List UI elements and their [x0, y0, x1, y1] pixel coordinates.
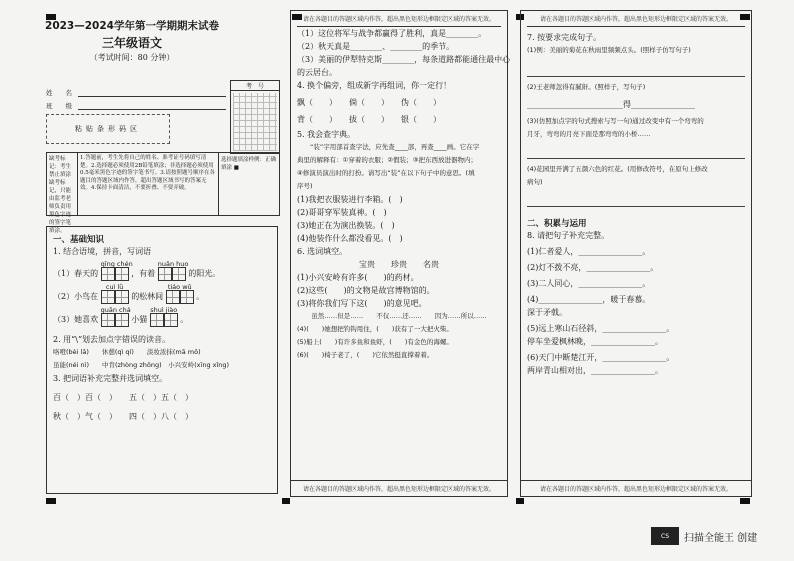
exam-number-label: 考 号 [231, 81, 279, 91]
barcode-area: 粘贴条形码区 [46, 114, 170, 144]
q3-sentence-2[interactable]: （2）秋天真是________、________的季节。 [297, 42, 455, 51]
name-label: 姓 名 [46, 89, 72, 97]
class-label: 班 级 [46, 102, 72, 110]
q2-row-2: 虽能(néi nì) 中肯(zhòng zhǒng) 小兴安岭(xīng xǐng) [53, 361, 230, 369]
panel-footer: 请在各题目的答题区域内作答，超出黑色矩形边框限定区域的答案无效。 [291, 480, 507, 496]
exam-number-bubbles[interactable] [233, 93, 277, 151]
q3-sentence-3[interactable]: （3）美丽的伊犁特克斯________，每条道路都能通往最中心 [297, 55, 511, 64]
q1-item-2: （2）小鸟在 cuì lǜ 的松林间 tiáo wǔ 。 [53, 290, 271, 304]
q5-text-1: “装”字用部首查字法，应先查____部，再查____画。它在字 [297, 143, 480, 151]
q5-text-3: ④修演员演出时的打扮。请写出“装”在以下句子中的意思。(填 [297, 169, 475, 177]
q3-row-2[interactable]: 秋（ ）气（ ） 四（ ）八（ ） [53, 412, 193, 421]
question-2: 2. 用“\”划去加点字错误的读音。 [53, 335, 171, 344]
q2-row-1: 咯噔(bèi lā) 休憩(qì qí) 淡妆浓抹(mā mǒ) [53, 348, 201, 356]
question-area-left [46, 226, 278, 494]
q7-item-1: (1)例：美丽的菊花在秋雨里频频点头。(照样子仿写句子) [527, 46, 691, 54]
q1-item-1: （1）春天的 qīng chén ，有着 nuǎn huo 的阳光。 [53, 267, 271, 281]
class-field[interactable] [78, 109, 226, 110]
answer-sheet-middle [290, 10, 511, 497]
q8-item-6[interactable]: (6)天门中断楚江开，________________。 [527, 353, 675, 362]
q6-options-2: 虽然……但是…… 不仅……还…… 因为……所以…… [311, 312, 487, 320]
panel-footer: 请在各题目的答题区域内作答，超出黑色矩形边框限定区域的答案无效。 [521, 480, 751, 496]
q6-item-2[interactable]: (2)这些( )的文物是故宫博物馆的。 [297, 286, 435, 295]
q8-item-4-cont: 深于矛戟。 [527, 308, 567, 317]
panel-header: 请在各题目的答题区域内作答，超出黑色矩形边框限定区域的答案无效。 [527, 11, 745, 27]
scanner-logo-icon: CS [651, 527, 679, 545]
exam-title-grade: 三年级语文 [101, 36, 162, 50]
watermark-text: 扫描全能王 创建 [684, 532, 758, 544]
q1-item-3: （3）她喜欢 guān chá 小猫 shuì jiào 。 [53, 313, 271, 327]
question-6: 6. 选词填空。 [297, 247, 348, 256]
question-4: 4. 换个偏旁，组成新字再组词，你一定行！ [297, 81, 452, 90]
q7-item-3: (3)(仿照加点字的句式搜索与写一句)通过改变中有一个弯弯的 [527, 117, 704, 125]
exam-time: （考试时间：80 分钟） [89, 53, 175, 62]
q4-row-2[interactable]: 背（ ） 拔（ ） 银（ ） [297, 115, 441, 124]
q7-answer-line-4[interactable] [527, 193, 745, 207]
registration-mark [516, 498, 524, 504]
q5-text-2: 典里的解释有：①穿着的衣服；②假装；③把东西放进器物内； [297, 156, 477, 164]
q3-sentence-3-cont: 的云居台。 [297, 68, 337, 77]
name-field[interactable] [78, 96, 226, 97]
q4-row-1[interactable]: 飘（ ） 倘（ ） 伪（ ） [297, 98, 441, 107]
q7-item-2: (2)王老师忽得有腻鼾。(照样子，写句子) [527, 83, 646, 91]
q6-item-3[interactable]: (3)将你我们写下这( )的意见吧。 [297, 299, 427, 308]
q3-sentence-1[interactable]: （1）这位将军与战争都赢得了胜利，真是________。 [297, 29, 487, 38]
q8-item-5-cont[interactable]: 停车坐爱枫林晚，________________。 [527, 337, 663, 346]
q6-item-6[interactable]: (6)( )椅子老了，( )它依然挺直撑着着。 [297, 351, 434, 359]
q7-answer-line-2[interactable]: ________________________得________________ [527, 100, 695, 109]
question-3: 3. 把词语补充完整并选词填空。 [53, 374, 168, 383]
exam-number-grid[interactable] [230, 80, 280, 154]
q8-item-3[interactable]: (3)二人同心，________________。 [527, 279, 651, 288]
q7-answer-line-1[interactable] [527, 63, 745, 77]
q5-item-3[interactable]: (3)她正在为演出换装。( ) [297, 221, 395, 230]
registration-mark [282, 498, 290, 504]
q8-item-1[interactable]: (1)仁者爱人，________________。 [527, 247, 651, 256]
fill-example: 选择题填涂样例：正确填涂 ■ [218, 153, 279, 215]
exam-title-year: 2023—2024学年第一学期期末试卷 [45, 20, 219, 32]
registration-mark [46, 498, 56, 504]
panel-header: 请在各题目的答题区域内作答，超出黑色矩形边框限定区域的答案无效。 [297, 11, 501, 27]
question-8: 8. 请把句子补充完整。 [527, 231, 610, 240]
q7-item-4: (4)花园里开满了五颜六色的红花。(用修改符号，在原句上修改 [527, 165, 708, 173]
q5-item-4[interactable]: (4)他装作什么都没看见。( ) [297, 234, 403, 243]
q5-text-4: 序号) [297, 182, 313, 190]
q6-item-1[interactable]: (1)小兴安岭有许多( )的药材。 [297, 273, 419, 282]
q8-item-5[interactable]: (5)远上寒山石径斜，________________。 [527, 324, 675, 333]
absence-mark-note: 缺考标记：考生禁止填涂缺考标记，只能由监考老师负责用黑色字迹的签字笔填涂。 [47, 153, 78, 215]
question-7: 7. 按要求完成句子。 [527, 33, 602, 42]
q5-item-1[interactable]: (1)我把衣服装进行李箱。( ) [297, 195, 403, 204]
q6-options-1: 宝贵 珍贵 名贵 [359, 260, 439, 269]
q6-item-5[interactable]: (5)船上( )有许多鱼和鱼虾，( )有金色的海螺。 [297, 338, 453, 346]
section-heading: 一、基础知识 [53, 235, 105, 245]
q8-item-2[interactable]: (2)灯不拨不亮，________________。 [527, 263, 659, 272]
q6-item-4[interactable]: (4)( )她想把钓钩甩住，( )获有了一大把火柴。 [297, 325, 453, 333]
q8-item-6-cont[interactable]: 两岸青山相对出，________________。 [527, 366, 663, 375]
q7-item-3-cont: 月牙，弯弯的月亮下面是那弯弯的小桥…… [527, 130, 651, 138]
question-1: 1. 结合语境，拼音，写词语 [53, 247, 152, 256]
q8-item-4[interactable]: (4)________________，暖于春慕。 [527, 295, 651, 304]
q3-row-1[interactable]: 百（ ）百（ ） 五（ ）五（ ） [53, 393, 193, 402]
answer-sheet-right [520, 10, 752, 497]
student-info [46, 84, 226, 110]
q7-item-4-cont: 病句) [527, 178, 543, 186]
instructions-text: 1.答题前，考生先将自己的姓名、准考证号码填写清楚。2.选择题必须使用2B铅笔填涂；非选择题必须使用0.5毫米黑色字迹的签字笔书写。3.请按照题号顺序在各题目的答题区域内作答，超出答题区域书写的答案无效。4.保持卡面清洁，不要折叠、不要弄破。 [80, 155, 215, 191]
q7-answer-line-3[interactable] [527, 145, 745, 159]
instructions-box [46, 152, 280, 234]
scanner-watermark [651, 527, 757, 545]
registration-mark [740, 498, 750, 504]
q5-item-2[interactable]: (2)哥哥穿军装真神。( ) [297, 208, 387, 217]
section-heading-2: 二、积累与运用 [527, 219, 587, 229]
question-5: 5. 我会查字典。 [297, 130, 356, 139]
answer-sheet-front [42, 10, 278, 497]
